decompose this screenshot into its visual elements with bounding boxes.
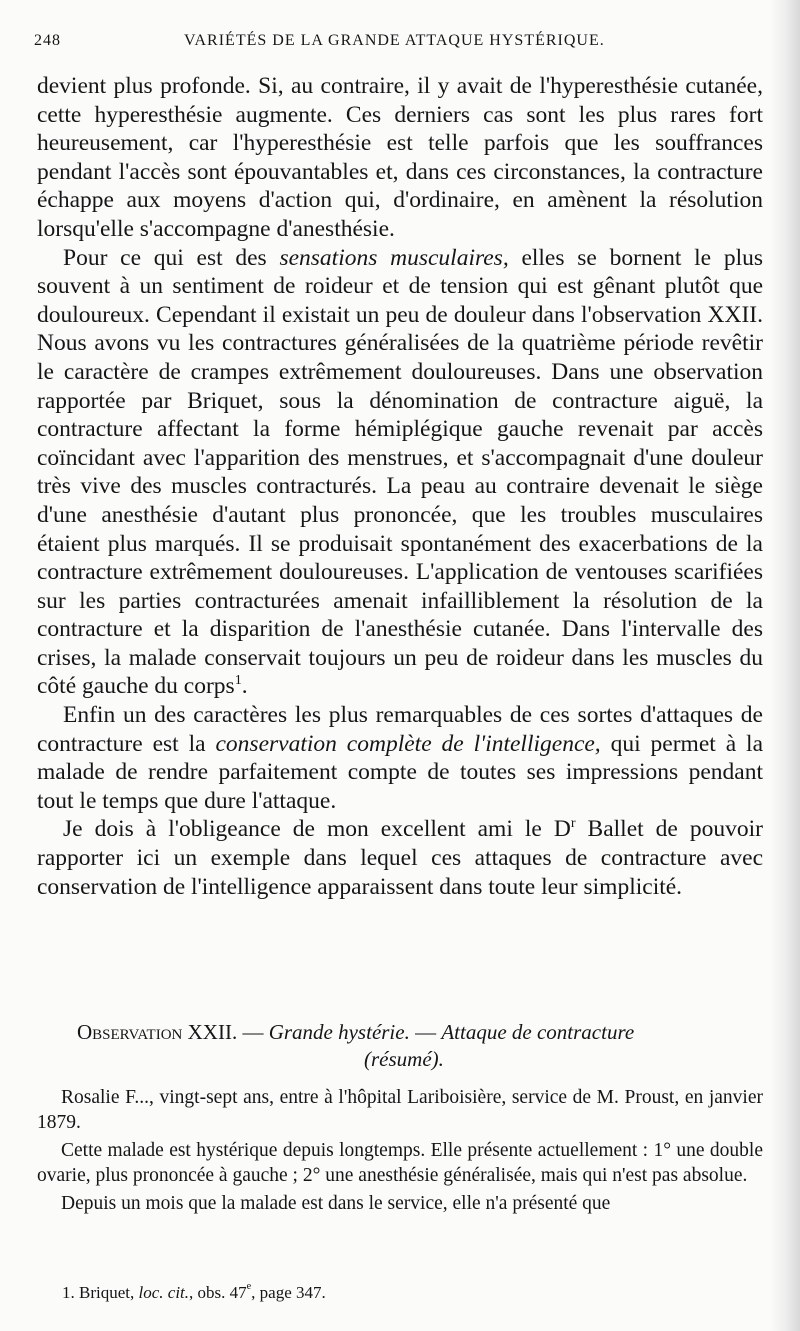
observation-label: Observation XXII.	[77, 1020, 238, 1044]
running-header	[34, 32, 769, 62]
case-report	[37, 1085, 763, 1219]
footnote: 1. Briquet, loc. cit., obs. 47e, page 347.	[62, 1281, 326, 1302]
paragraph-sensations: Pour ce qui est des sensations musculaires, elles se bornent le plus souvent à un sentiment de roideur et de tension qui est gênant plutôt que douloureux. Cependant il existait un peu de douleur dans l'observation XXII. Nous avons vu les contractures généralisées de la quatrième période revêtir le caractère de crampes extrêmement douloureuses. Dans une observation rapportée par Briquet, sous la dénomination de contracture aiguë, la contracture affectant la forme hémiplégique gauche revenait par accès coïncidant avec l'apparition des menstrues, et s'accompagnait d'une douleur très vive des muscles contracturés. La peau au contraire devenait le siège d'une anesthésie d'autant plus prononcée, que les troubles musculaires étaient plus marqués. Il se produisait spontanément des exacerbations de la contracture extrêmement douloureuses. L'application de ventouses scarifiées sur les parties contracturées amenait infailliblement la résolution de la contracture et la disparition de l'anesthésie cutanée. Dans l'intervalle des crises, la malade conservait toujours un peu de roideur dans les muscles du côté gauche du corps$^1$.	[37, 244, 763, 700]
running-title: VARIÉTÉS DE LA GRANDE ATTAQUE HYSTÉRIQUE.	[184, 32, 605, 49]
paragraph-ballet: Je dois à l'obligeance de mon excellent ami le $D^r$ Ballet de pouvoir rapporter ici un exemple dans lequel ces attaques de contracture avec conservation de l'intelligence apparaissent dans toute leur simplicité.	[37, 815, 763, 900]
italic-phrase: sensations musculaires,	[279, 244, 509, 271]
footnote-reference[interactable]: 1	[234, 672, 242, 689]
observation-heading: Observation XXII. — Grande hystérie. — Attaque de contracture (résumé).	[37, 1019, 763, 1073]
main-text	[37, 72, 763, 901]
observation-note: (résumé).	[364, 1047, 444, 1071]
observation-title: Grande hystérie.	[268, 1020, 410, 1044]
page-gutter-shadow	[770, 0, 800, 1331]
page-number: 248	[34, 32, 61, 49]
paragraph-intelligence: Enfin un des caractères les plus remarquables de ces sortes d'attaques de contracture est la conservation complète de l'intelligence, qui permet à la malade de rendre parfaitement compte de toutes ses impressions pendant tout le temps que dure l'attaque.	[37, 702, 764, 814]
superscript: r	[570, 815, 576, 832]
paragraph-hyperesthesia: devient plus profonde. Si, au contraire, il y avait de l'hyperesthésie cutanée, cette hyperesthésie augmente. Ces derniers cas sont les plus rares fort heureusement, car l'hyperesthésie est telle parfois que les souffrances pendant l'accès sont épouvantables et, dans ces circonstances, la contracture échappe aux moyens d'action qui, d'ordinaire, en amènent la résolution lorsqu'elle s'accompagne d'anesthésie.	[37, 73, 763, 242]
case-paragraph: Cette malade est hystérique depuis longtemps. Elle présente actuellement : 1° une double ovarie, plus prononcée à gauche ; 2° une anesthésie généralisée, mais qui n'est pas absolue.	[37, 1140, 763, 1186]
case-paragraph: Depuis un mois que la malade est dans le service, elle n'a présenté que	[61, 1193, 611, 1214]
footnote-number: 1.	[62, 1283, 75, 1302]
case-paragraph: Rosalie F..., vingt-sept ans, entre à l'hôpital Lariboisière, service de M. Proust, en janvier 1879.	[37, 1087, 763, 1133]
italic-phrase: conservation complète de l'intelligence,	[215, 730, 601, 757]
observation-subtitle: Attaque de contracture	[441, 1020, 635, 1044]
